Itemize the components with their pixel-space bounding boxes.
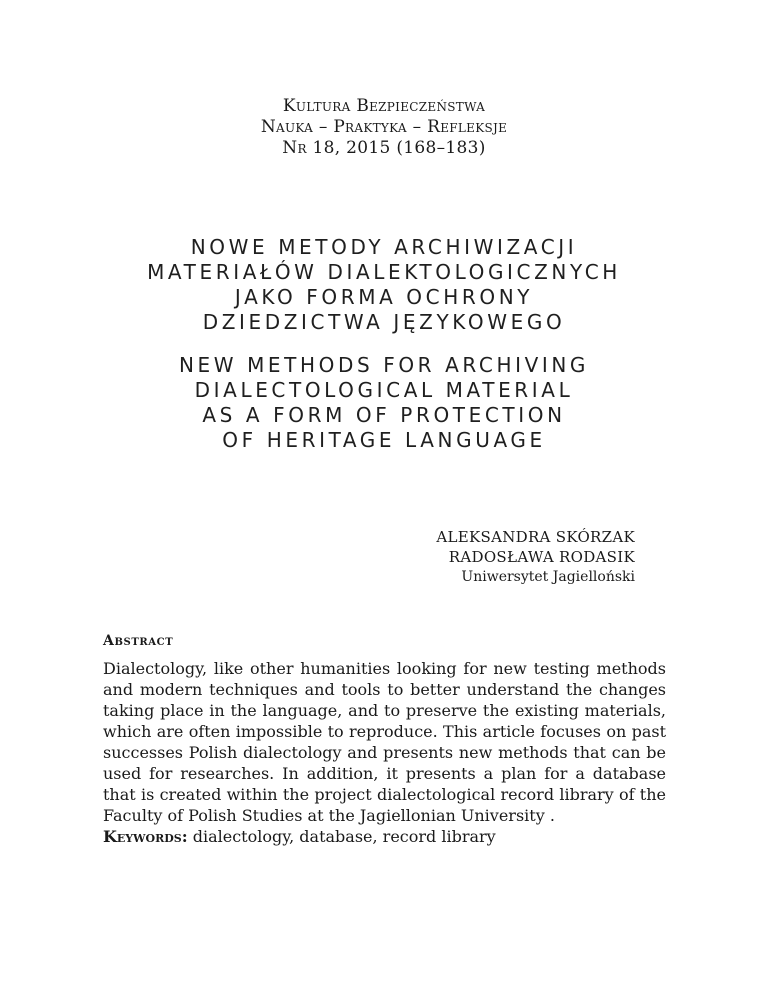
title-line: NEW METHODS FOR ARCHIVING [178,353,590,377]
journal-name: Kultura Bezpieczeństwa [282,96,486,116]
journal-subtitle: Nauka – Praktyka – Refleksje [260,117,508,137]
author-affiliation: Uniwersytet Jagielloński [461,569,635,585]
author-block [436,527,635,587]
keywords-text: dialectology, database, record library [192,827,496,846]
title-line: DZIEDZICTWA JĘZYKOWEGO [202,310,566,334]
title-line: DIALECTOLOGICAL MATERIAL [194,378,574,402]
title-line: MATERIAŁÓW DIALEKTOLOGICZNYCH [147,260,621,284]
author-name: RADOSŁAWA RODASIK [448,548,635,566]
abstract-text: Dialectology, like other humanities looking for new testing methods and modern techniques and tools to better understand the changes taking place in the language, and to preserve the existing materials, which are often impossible to reproduce. This article focuses on past successes Polish dialectology and presents new methods that can be used for researches. In addition, it presents a plan for a database that is created within the project dialectological record library of the Faculty of Polish Studies at the Jagiellonian University . [103,659,666,825]
journal-header [0,96,768,159]
title-line: NOWE METODY ARCHIWIZACJI [190,235,578,259]
abstract-heading: Abstract [103,633,174,649]
keywords-line [103,826,666,847]
title-line: JAKO FORMA OCHRONY [234,285,534,309]
author-name: ALEKSANDRA SKÓRZAK [436,528,635,546]
keywords-label: Keywords: [103,827,188,846]
journal-issue: Nr 18, 2015 (168–183) [282,138,486,158]
title-line: OF HERITAGE LANGUAGE [222,428,546,452]
title-polish [0,235,768,335]
title-line: AS A FORM OF PROTECTION [202,403,566,427]
title-english [0,353,768,453]
